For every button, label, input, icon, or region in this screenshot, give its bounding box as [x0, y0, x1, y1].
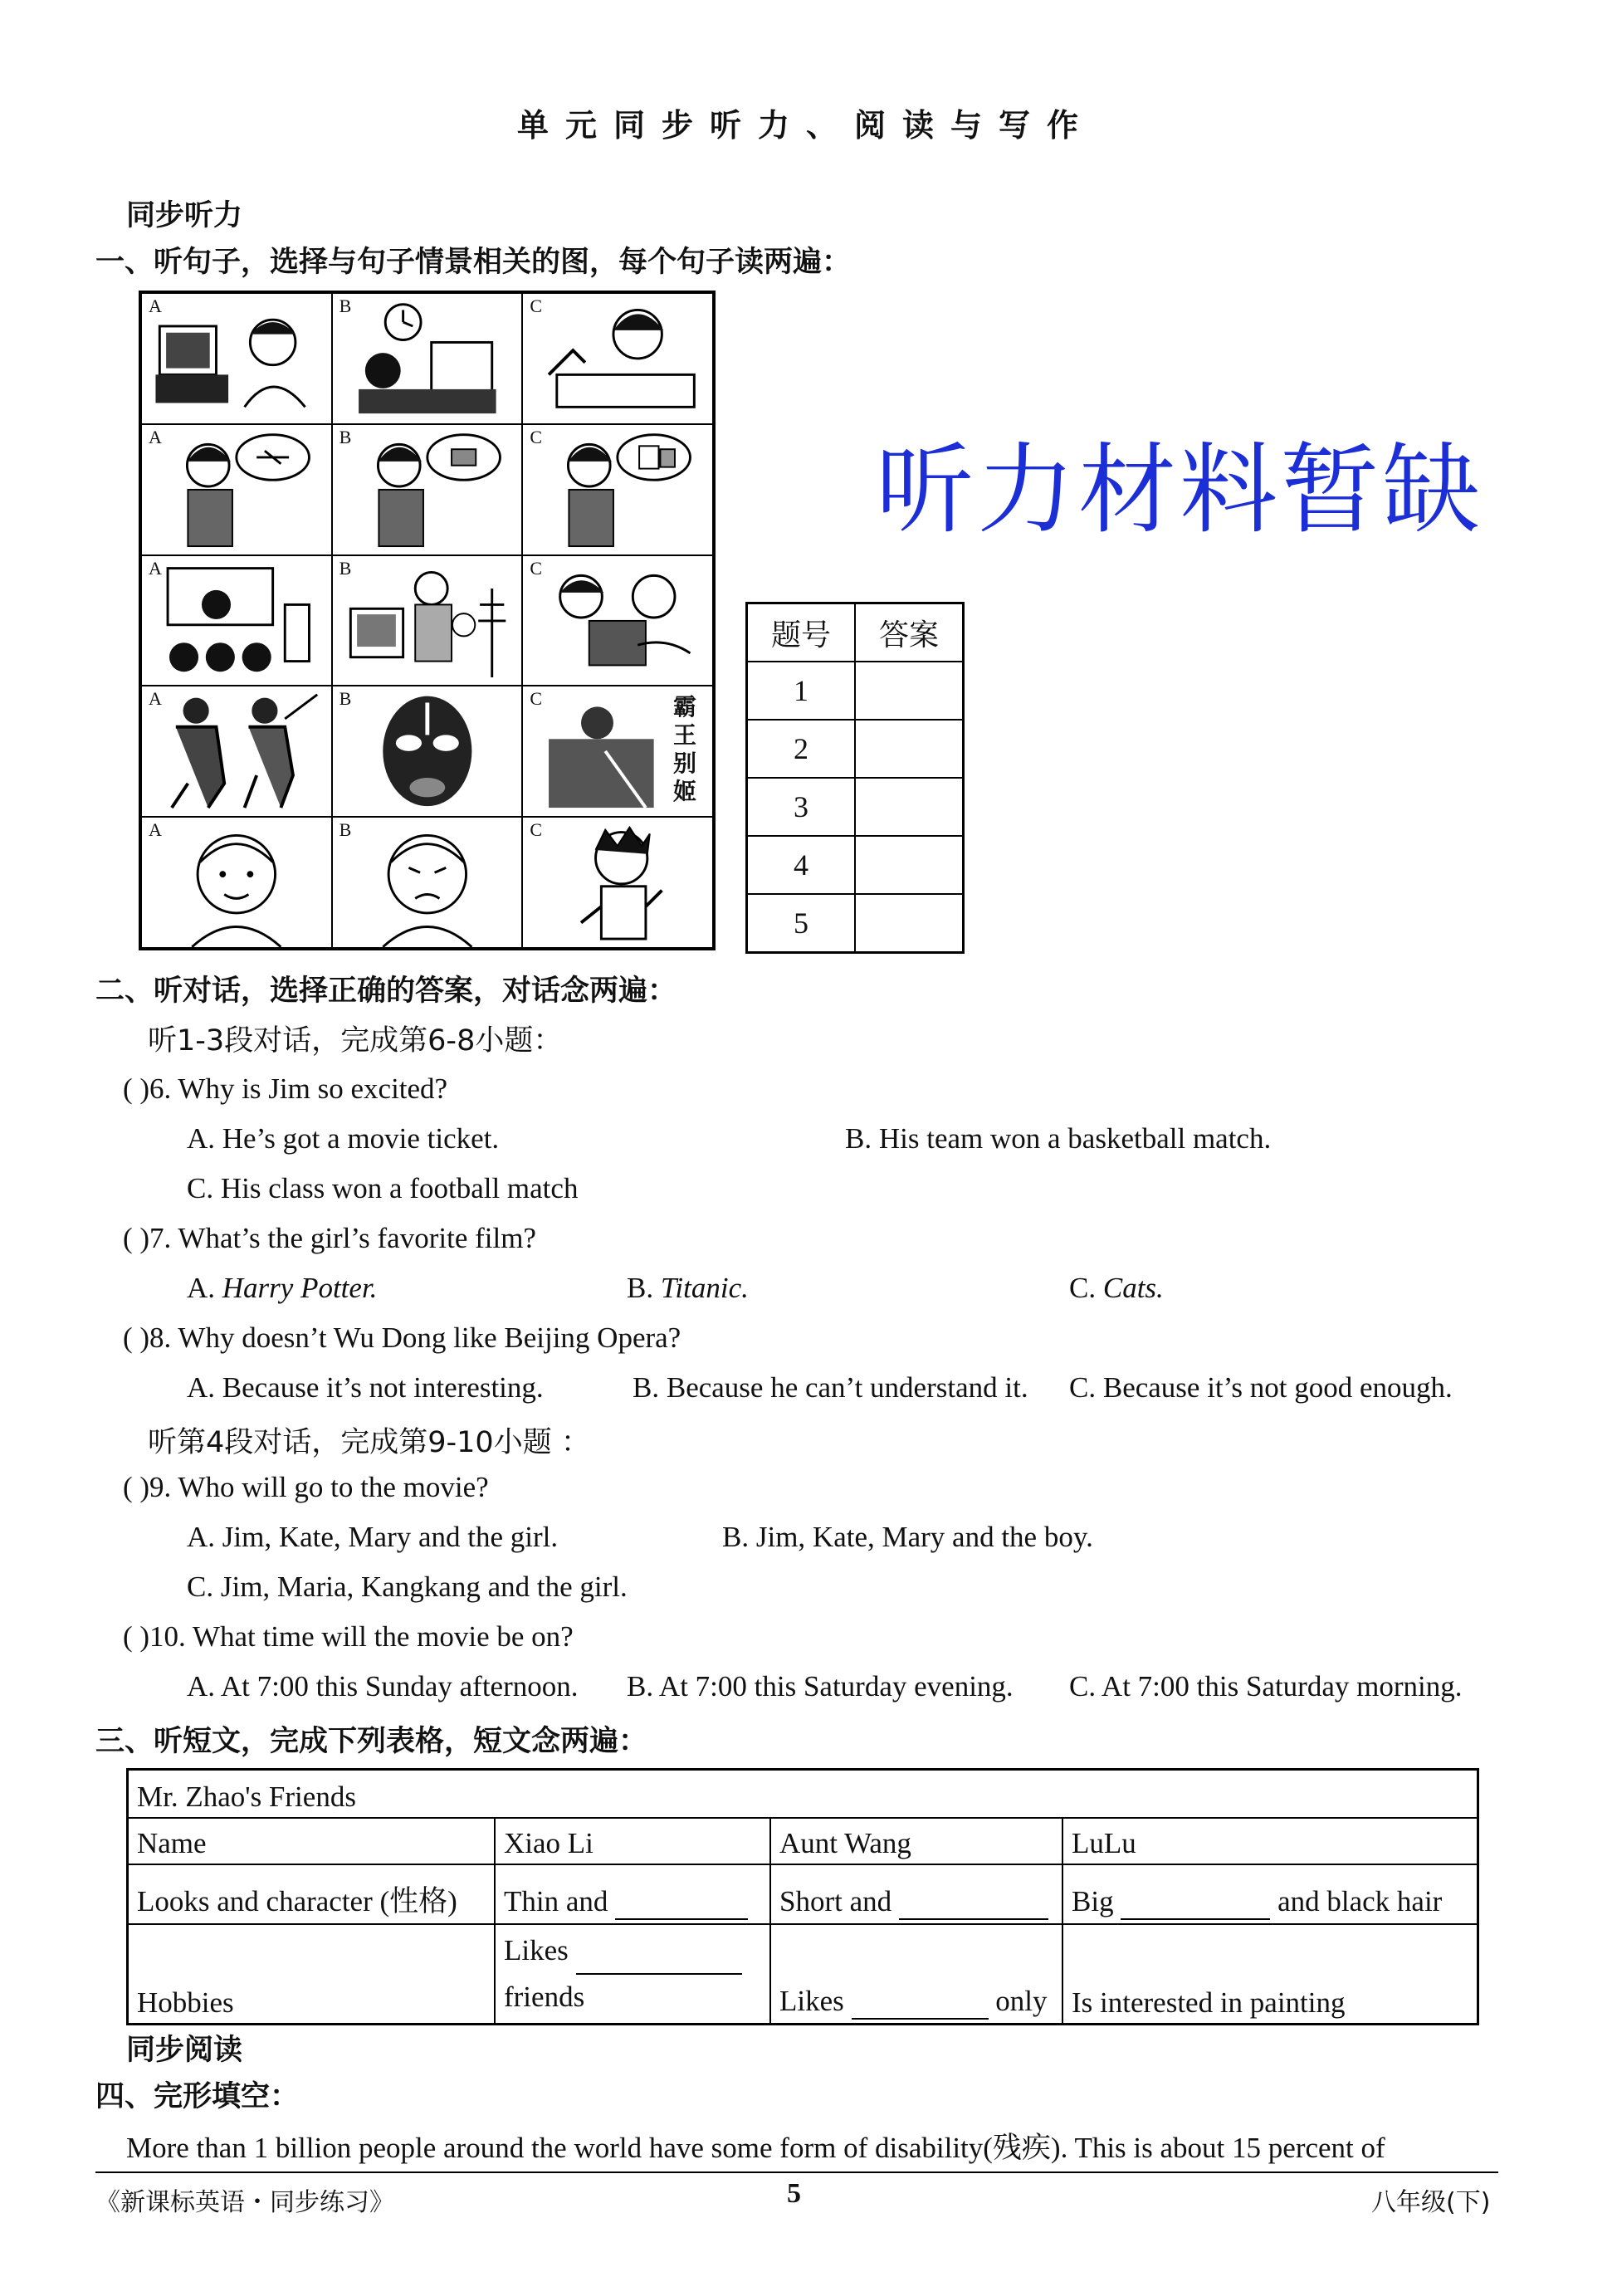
cell-label: C [530, 426, 543, 447]
picture-4c [522, 686, 713, 817]
question-10-option-b[interactable]: B. At 7:00 this Saturday evening. [627, 1670, 1014, 1702]
cell-label: A [149, 296, 162, 316]
hobby-text: Likes [504, 1933, 569, 1966]
listening-section-title: 同步听力 [126, 199, 243, 232]
picture-1c [522, 293, 713, 424]
hobby-cell-1 [495, 1924, 770, 2025]
hobby-text: friends [504, 1980, 585, 2013]
looks-cell-1 [495, 1864, 770, 1924]
picture-3c [522, 555, 713, 686]
picture-2b [332, 424, 523, 555]
question-7-option-b[interactable] [627, 1272, 749, 1305]
cell-label: A [149, 688, 162, 710]
part1-instruction: 一、听句子，选择与句子情景相关的图，每个句子读两遍： [95, 246, 852, 279]
opera-title-vertical: 霸王别姬 [672, 693, 696, 806]
passage-text: More than 1 billion people around the world have some form of disability(残疾). This is about 15 percent of [126, 2132, 1385, 2164]
looks-cell-2 [770, 1864, 1062, 1924]
hobby-cell-2 [770, 1924, 1062, 2025]
question-9-option-b[interactable]: B. Jim, Kate, Mary and the boy. [722, 1521, 1093, 1553]
looks-cell-3 [1062, 1864, 1478, 1924]
picture-5a [141, 817, 332, 948]
answer-number: 3 [747, 778, 856, 836]
picture-2a [141, 424, 332, 555]
part3-instruction: 三、听短文，完成下列表格，短文念两遍： [95, 1725, 648, 1758]
cell-label: A [149, 426, 162, 447]
footer-book-title: 《新课标英语・同步练习》 [95, 2188, 394, 2217]
question-9-option-c[interactable]: C. Jim, Maria, Kangkang and the girl. [187, 1571, 628, 1603]
answer-table-header-answer: 答案 [855, 603, 964, 662]
part2-sub-instruction-1: 听1-3段对话，完成第6-8小题： [148, 1024, 563, 1058]
question-10-option-c[interactable]: C. At 7:00 this Saturday morning. [1069, 1670, 1463, 1702]
missing-audio-stamp: 听力材料暂缺 [876, 432, 1484, 547]
picture-5b [332, 817, 523, 948]
question-6-stem: ( )6. Why is Jim so excited? [123, 1072, 448, 1105]
answer-cell[interactable] [855, 894, 964, 953]
fill-blank[interactable] [615, 1885, 748, 1920]
answer-table [745, 602, 965, 954]
question-10-stem: ( )10. What time will the movie be on? [123, 1620, 574, 1653]
page-header: 单元同步听力、阅读与写作 [516, 107, 1095, 144]
picture-grid [139, 291, 716, 950]
question-8-stem: ( )8. Why doesn’t Wu Dong like Beijing Opera? [123, 1321, 681, 1354]
looks-text: Short and [779, 1884, 892, 1917]
looks-text: Big [1072, 1884, 1114, 1917]
picture-4b [332, 686, 523, 817]
reading-section-title: 同步阅读 [126, 2034, 243, 2067]
question-6-option-c[interactable]: C. His class won a football match [187, 1172, 579, 1204]
picture-5c [522, 817, 713, 948]
cell-label: C [530, 819, 543, 841]
picture-3b [332, 555, 523, 686]
cell-label: C [530, 688, 543, 710]
option-text: Harry Potter. [222, 1272, 378, 1304]
answer-cell[interactable] [855, 836, 964, 894]
fill-blank[interactable] [1121, 1885, 1270, 1920]
hobby-text: only [995, 1984, 1048, 2017]
friend-name-1: Xiao Li [495, 1818, 770, 1864]
friend-name-3: LuLu [1062, 1818, 1478, 1864]
page-number: 5 [787, 2178, 801, 2209]
picture-2c [522, 424, 713, 555]
option-letter: C. [1069, 1272, 1103, 1304]
hobby-cell-3: Is interested in painting [1062, 1924, 1478, 2025]
option-text: Cats. [1102, 1272, 1164, 1304]
cell-label: A [149, 819, 162, 841]
looks-suffix: and black hair [1277, 1884, 1443, 1917]
question-8-option-a[interactable]: A. Because it’s not interesting. [187, 1371, 544, 1404]
fill-blank[interactable] [576, 1928, 742, 1975]
answer-table-header-number: 题号 [747, 603, 856, 662]
friends-table [126, 1768, 1479, 2025]
hobby-text: Likes [779, 1984, 844, 2017]
cell-label: B [339, 688, 352, 710]
cell-label: A [149, 557, 162, 579]
footer-grade: 八年级(下) [1371, 2188, 1491, 2217]
option-letter: A. [187, 1272, 222, 1304]
option-letter: B. [627, 1272, 661, 1304]
cell-label: C [530, 296, 543, 316]
picture-1b [332, 293, 523, 424]
part2-sub-instruction-2: 听第4段对话，完成第9-10小题 ： [148, 1426, 590, 1459]
friends-table-title: Mr. Zhao's Friends [128, 1770, 1478, 1818]
friend-name-2: Aunt Wang [770, 1818, 1062, 1864]
question-9-stem: ( )9. Who will go to the movie? [123, 1471, 489, 1503]
answer-number: 4 [747, 836, 856, 894]
cell-label: B [339, 296, 352, 316]
footer-divider [95, 2171, 1498, 2173]
question-6-option-b[interactable]: B. His team won a basketball match. [845, 1122, 1272, 1155]
picture-3a [141, 555, 332, 686]
question-7-stem: ( )7. What’s the girl’s favorite film? [123, 1222, 536, 1254]
friends-looks-label: Looks and character (性格) [128, 1864, 496, 1924]
friends-name-label: Name [128, 1818, 496, 1864]
part2-instruction: 二、听对话，选择正确的答案，对话念两遍： [95, 975, 677, 1008]
question-9-option-a[interactable]: A. Jim, Kate, Mary and the girl. [187, 1521, 559, 1553]
answer-number: 5 [747, 894, 856, 953]
cell-label: B [339, 557, 352, 579]
answer-cell[interactable] [855, 720, 964, 778]
question-7-option-a[interactable] [187, 1272, 377, 1305]
answer-cell[interactable] [855, 778, 964, 836]
answer-cell[interactable] [855, 662, 964, 720]
cell-label: B [339, 819, 352, 841]
picture-1a [141, 293, 332, 424]
picture-4a [141, 686, 332, 817]
friends-hobbies-label: Hobbies [128, 1924, 496, 2025]
answer-number: 1 [747, 662, 856, 720]
question-8-option-c[interactable]: C. Because it’s not good enough. [1069, 1371, 1453, 1404]
option-text: Titanic. [660, 1272, 749, 1304]
question-10-option-a[interactable]: A. At 7:00 this Sunday afternoon. [187, 1670, 579, 1702]
cell-label: B [339, 426, 352, 447]
fill-blank[interactable] [899, 1885, 1048, 1920]
answer-number: 2 [747, 720, 856, 778]
question-7-option-c[interactable] [1069, 1272, 1164, 1305]
cell-label: C [530, 557, 543, 579]
question-8-option-b[interactable]: B. Because he can’t understand it. [633, 1371, 1028, 1404]
looks-text: Thin and [504, 1884, 608, 1917]
fill-blank[interactable] [852, 1985, 989, 2020]
part4-instruction: 四、完形填空： [95, 2080, 300, 2113]
question-6-option-a[interactable]: A. He’s got a movie ticket. [187, 1122, 500, 1155]
